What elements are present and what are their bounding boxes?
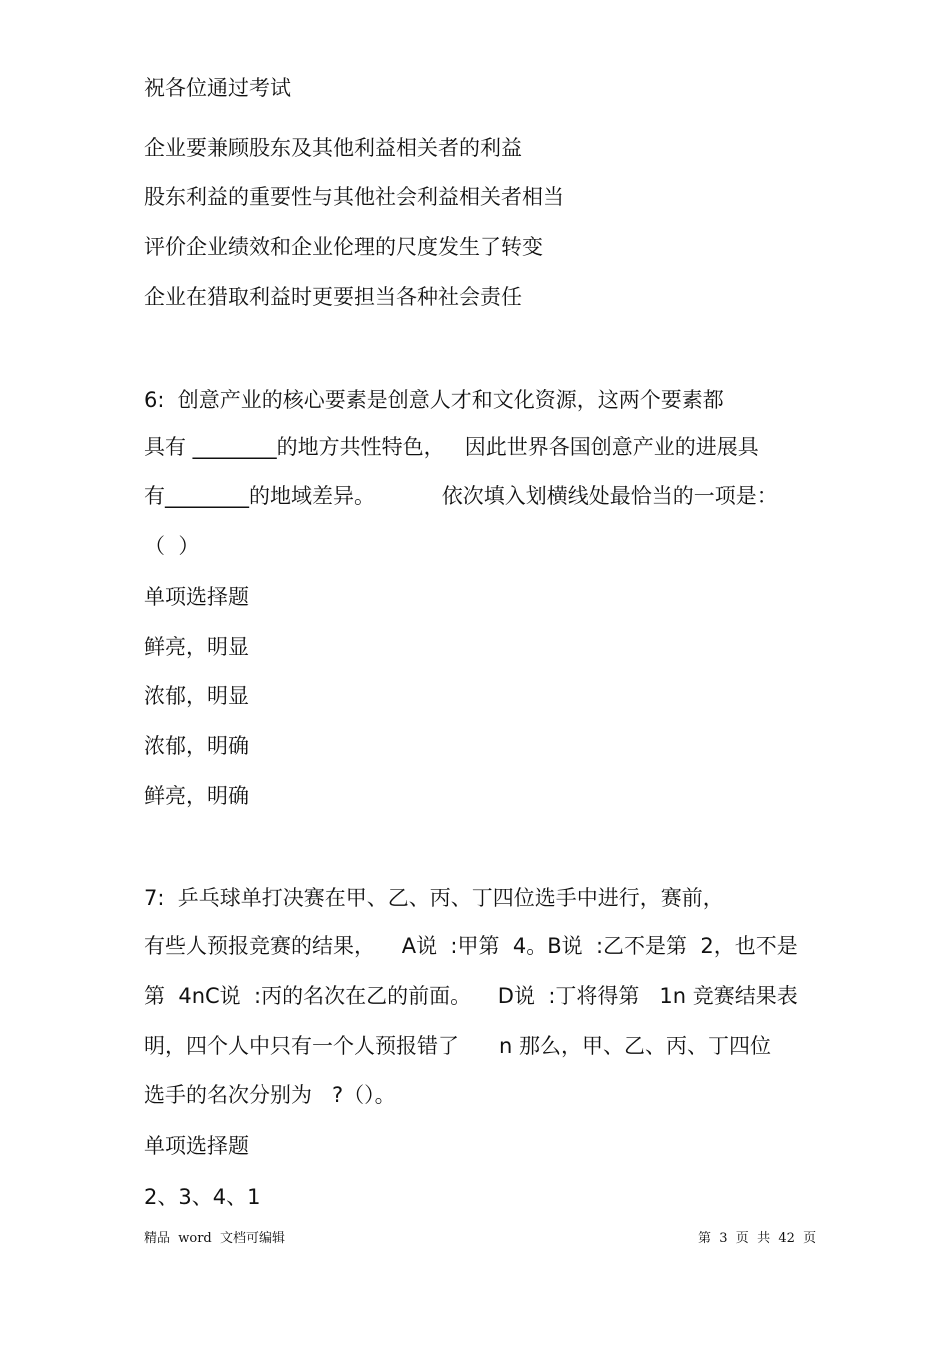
question-type-label: 单项选择题 [144, 1134, 249, 1158]
footer-left: 精品 word 文档可编辑 [144, 1231, 286, 1246]
question-type-label: 单项选择题 [144, 585, 249, 609]
question-6-line: 6: 创意产业的核心要素是创意人才和文化资源，这两个要素都 [144, 388, 724, 412]
question-6-line: （ ） [144, 534, 200, 558]
option-line: 股东利益的重要性与其他社会利益相关者相当 [144, 185, 564, 209]
text-line: 祝各位通过考试 [144, 76, 291, 100]
option-line: 浓郁，明显 [144, 684, 249, 708]
option-line: 企业在猎取利益时更要担当各种社会责任 [144, 285, 522, 309]
question-7-line: 第 4nC说 :丙的名次在乙的前面。 D说 :丁将得第 1n 竞赛结果表 [144, 984, 798, 1008]
question-7-line: 有些人预报竞赛的结果， A说 :甲第 4。B说 :乙不是第 2，也不是 [144, 934, 798, 958]
question-7-line: 明，四个人中只有一个人预报错了 n 那么，甲、乙、丙、丁四位 [144, 1034, 772, 1058]
question-6-line: 具有 ________的地方共性特色， 因此世界各国创意产业的进展具 [144, 435, 759, 459]
option-line: 浓郁，明确 [144, 734, 249, 758]
option-line: 企业要兼顾股东及其他利益相关者的利益 [144, 136, 522, 160]
question-6-line: 有________的地域差异。 依次填入划横线处最恰当的一项是： [144, 484, 778, 508]
page-number: 第 3 页 共 42 页 [698, 1231, 817, 1246]
question-7-line: 7: 乒乓球单打决赛在甲、乙、丙、丁四位选手中进行，赛前， [144, 886, 724, 910]
option-line: 2、3、4、1 [144, 1185, 261, 1209]
question-7-line: 选手的名次分别为 ?（）。 [144, 1083, 396, 1107]
option-line: 鲜亮，明确 [144, 784, 249, 808]
option-line: 评价企业绩效和企业伦理的尺度发生了转变 [144, 235, 543, 259]
option-line: 鲜亮，明显 [144, 635, 249, 659]
